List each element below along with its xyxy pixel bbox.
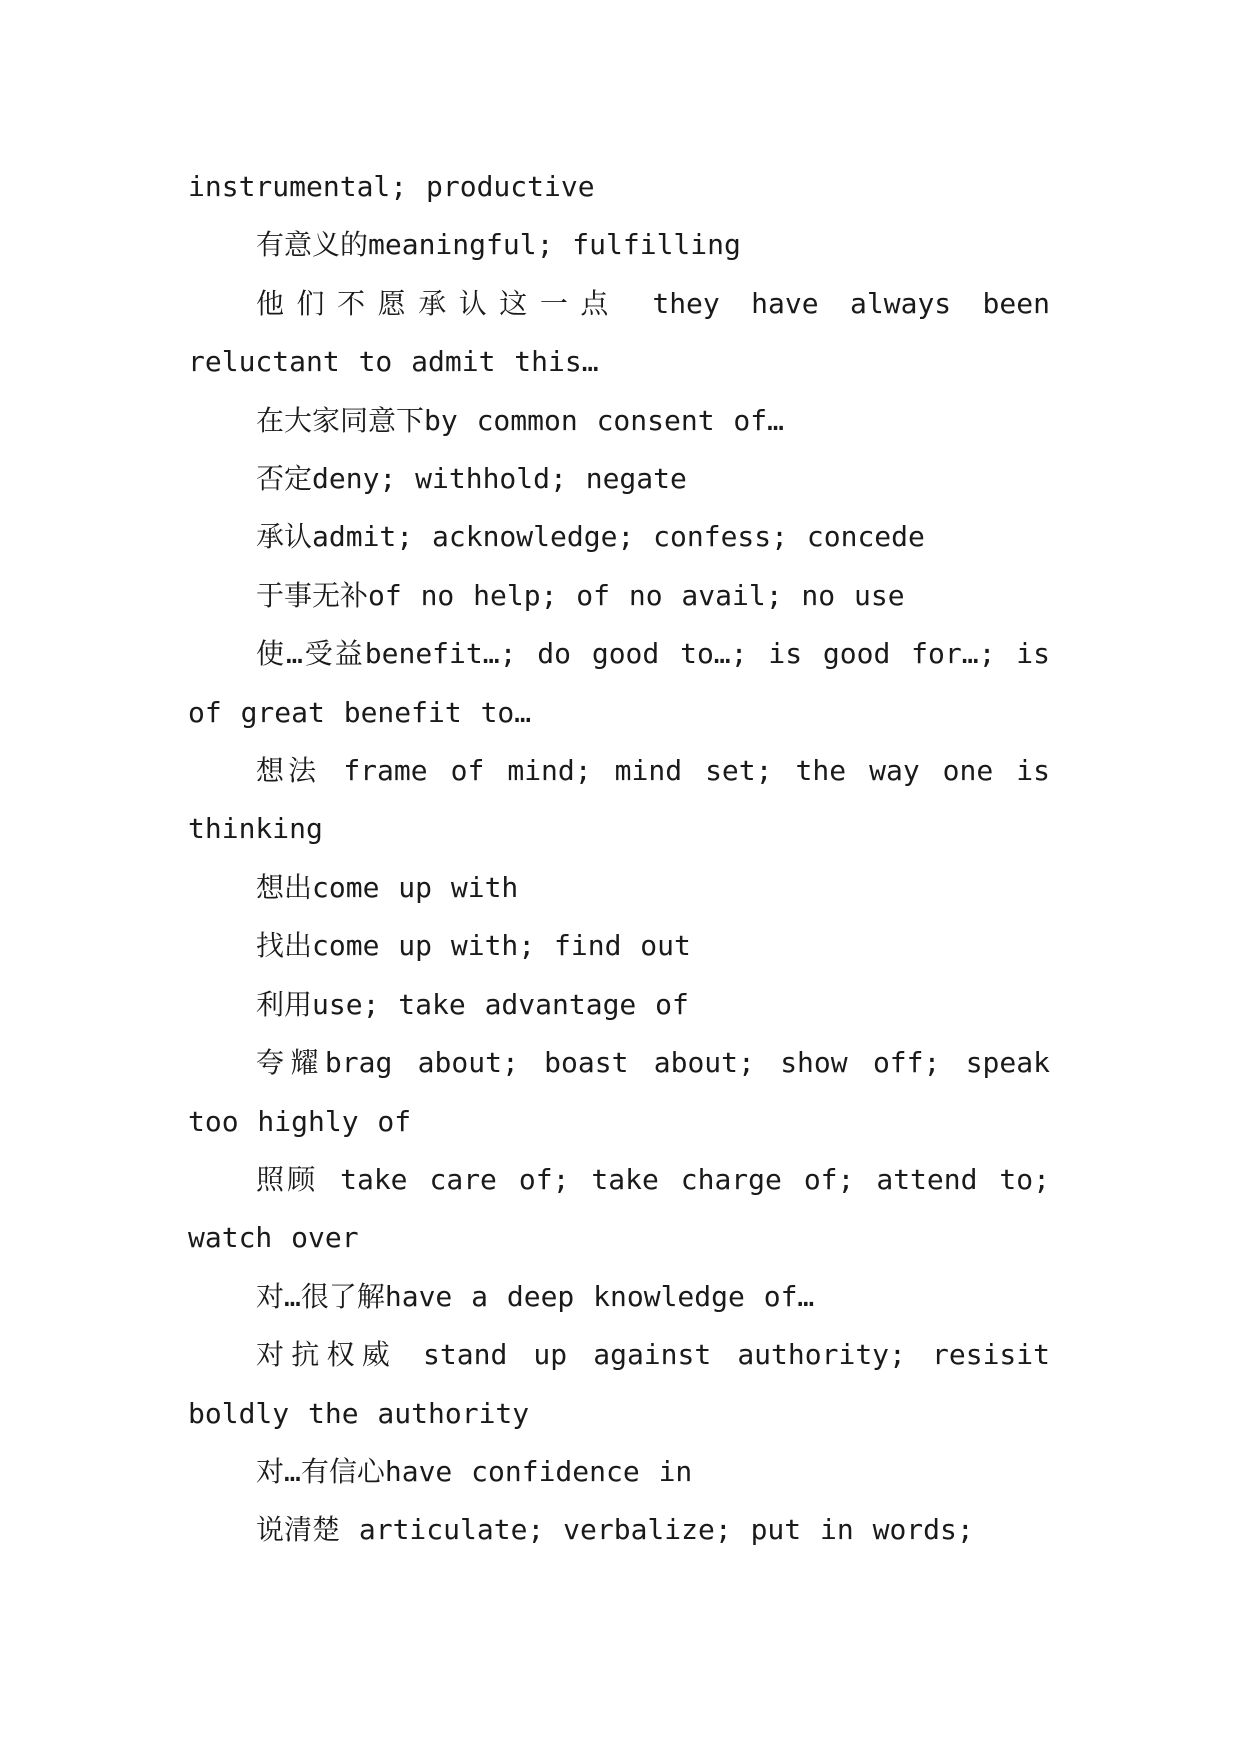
entry-line: 想出come up with [256,870,519,904]
entry-line: 有意义的meaningful; fulfilling [256,228,741,262]
entry-line: 对…很了解have a deep knowledge of… [256,1279,815,1313]
entry-line: 承认admit; acknowledge; confess; concede [256,520,925,554]
document-page [188,158,1050,1560]
entry-line: 使…受益benefit…; do good to…; is good for…; is of great benefit to… [188,637,1050,729]
entry-line: 说清楚 articulate; verbalize; put in words; [256,1513,974,1547]
entry-line: 他们不愿承认这一点 they have always been reluctant to admit this… [188,286,1050,379]
entry-line: 照顾 take care of; take charge of; attend to; watch over [188,1162,1050,1255]
entry-line: instrumental; productive [188,170,595,203]
entry-line: 在大家同意下by common consent of… [256,403,785,437]
entry-line: 对…有信心have confidence in [256,1454,693,1488]
entry-line: 利用use; take advantage of [256,987,689,1021]
entry-line: 想法 frame of mind; mind set; the way one is thinking [188,754,1050,846]
entry-line: 夸耀brag about; boast about; show off; speak too highly of [188,1046,1050,1138]
entry-line: 找出come up with; find out [256,929,691,963]
entry-line: 否定deny; withhold; negate [256,462,687,496]
entry-line: 于事无补of no help; of no avail; no use [256,578,905,612]
entry-line: 对抗权威 stand up against authority; resisit boldly the authority [188,1338,1050,1430]
